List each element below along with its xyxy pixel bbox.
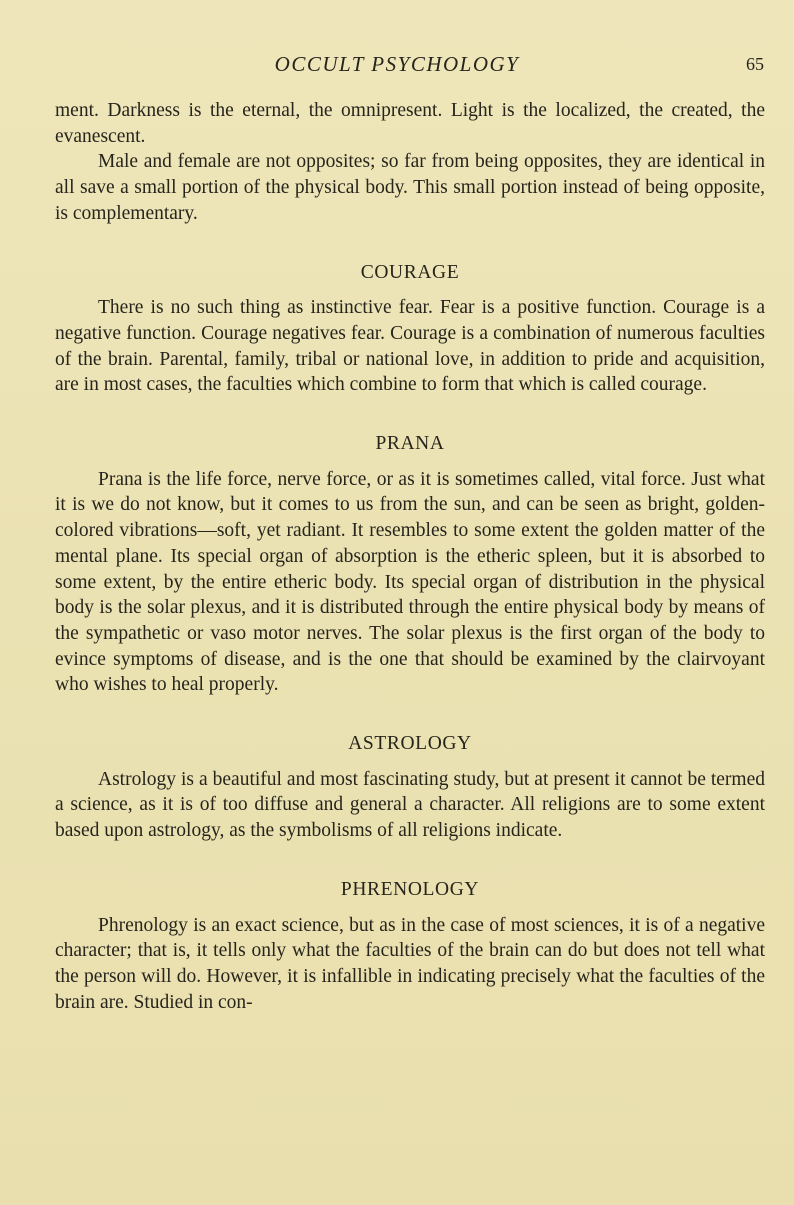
- section-heading-phrenology: PHRENOLOGY: [340, 878, 480, 900]
- running-title: OCCULT PSYCHOLOGY: [274, 52, 520, 76]
- section-heading-astrology: ASTROLOGY: [348, 733, 472, 755]
- section-paragraph-astrology: Astrology is a beautiful and most fascinating study, but at present it cannot be termed a science, as it is of too diffuse and general a character. All religions are to some extent based upon astrology, as the symbolisms of all religions indicate.: [55, 768, 765, 842]
- section-paragraph-phrenology: Phrenology is an exact science, but as in the case of most sciences, it is of a negative character; that is, it tells only what the faculties of the brain can do but does not tell what the person will do. However, it is infallible in indicating precisely what the faculties of the brain are. Studied in con-: [55, 914, 765, 1013]
- section-heading-prana: PRANA: [375, 433, 445, 455]
- running-head: [0, 50, 794, 80]
- continuation-paragraph: ment. Darkness is the eternal, the omnipresent. Light is the localized, the created, the evanescent.: [55, 100, 765, 147]
- page-number: 65: [746, 54, 764, 74]
- intro-paragraph: Male and female are not opposites; so far from being opposites, they are identical in all save a small portion of the physical body. This small portion instead of being opposite, is complementary.: [55, 151, 765, 224]
- body-text: [55, 98, 765, 1015]
- section-heading-courage: COURAGE: [360, 261, 460, 283]
- section-paragraph-prana: Prana is the life force, nerve force, or as it is sometimes called, vital force. Just what it is we do not know, but it comes to us from the sun, and can be seen as bright, golden-colored vibrations—soft, yet radiant. It resembles to some extent the golden matter of the mental plane. Its special organ of absorption is the etheric spleen, but it is absorbed to some extent, by the entire etheric body. Its special organ of distribution in the physical body is the solar plexus, and it is distributed through the entire physical body by means of the sympathetic or vaso motor nerves. The solar plexus is the first organ of the body to evince symptoms of disease, and is the one that should be examined by the clairvoyant who wishes to heal properly.: [55, 468, 765, 696]
- section-paragraph-courage: There is no such thing as instinctive fear. Fear is a positive function. Courage is a negative function. Courage negatives fear. Courage is a combination of numerous faculties of the brain. Parental, family, tribal or national love, in addition to pride and acquisition, are in most cases, the faculties which combine to form that which is called courage.: [55, 297, 765, 396]
